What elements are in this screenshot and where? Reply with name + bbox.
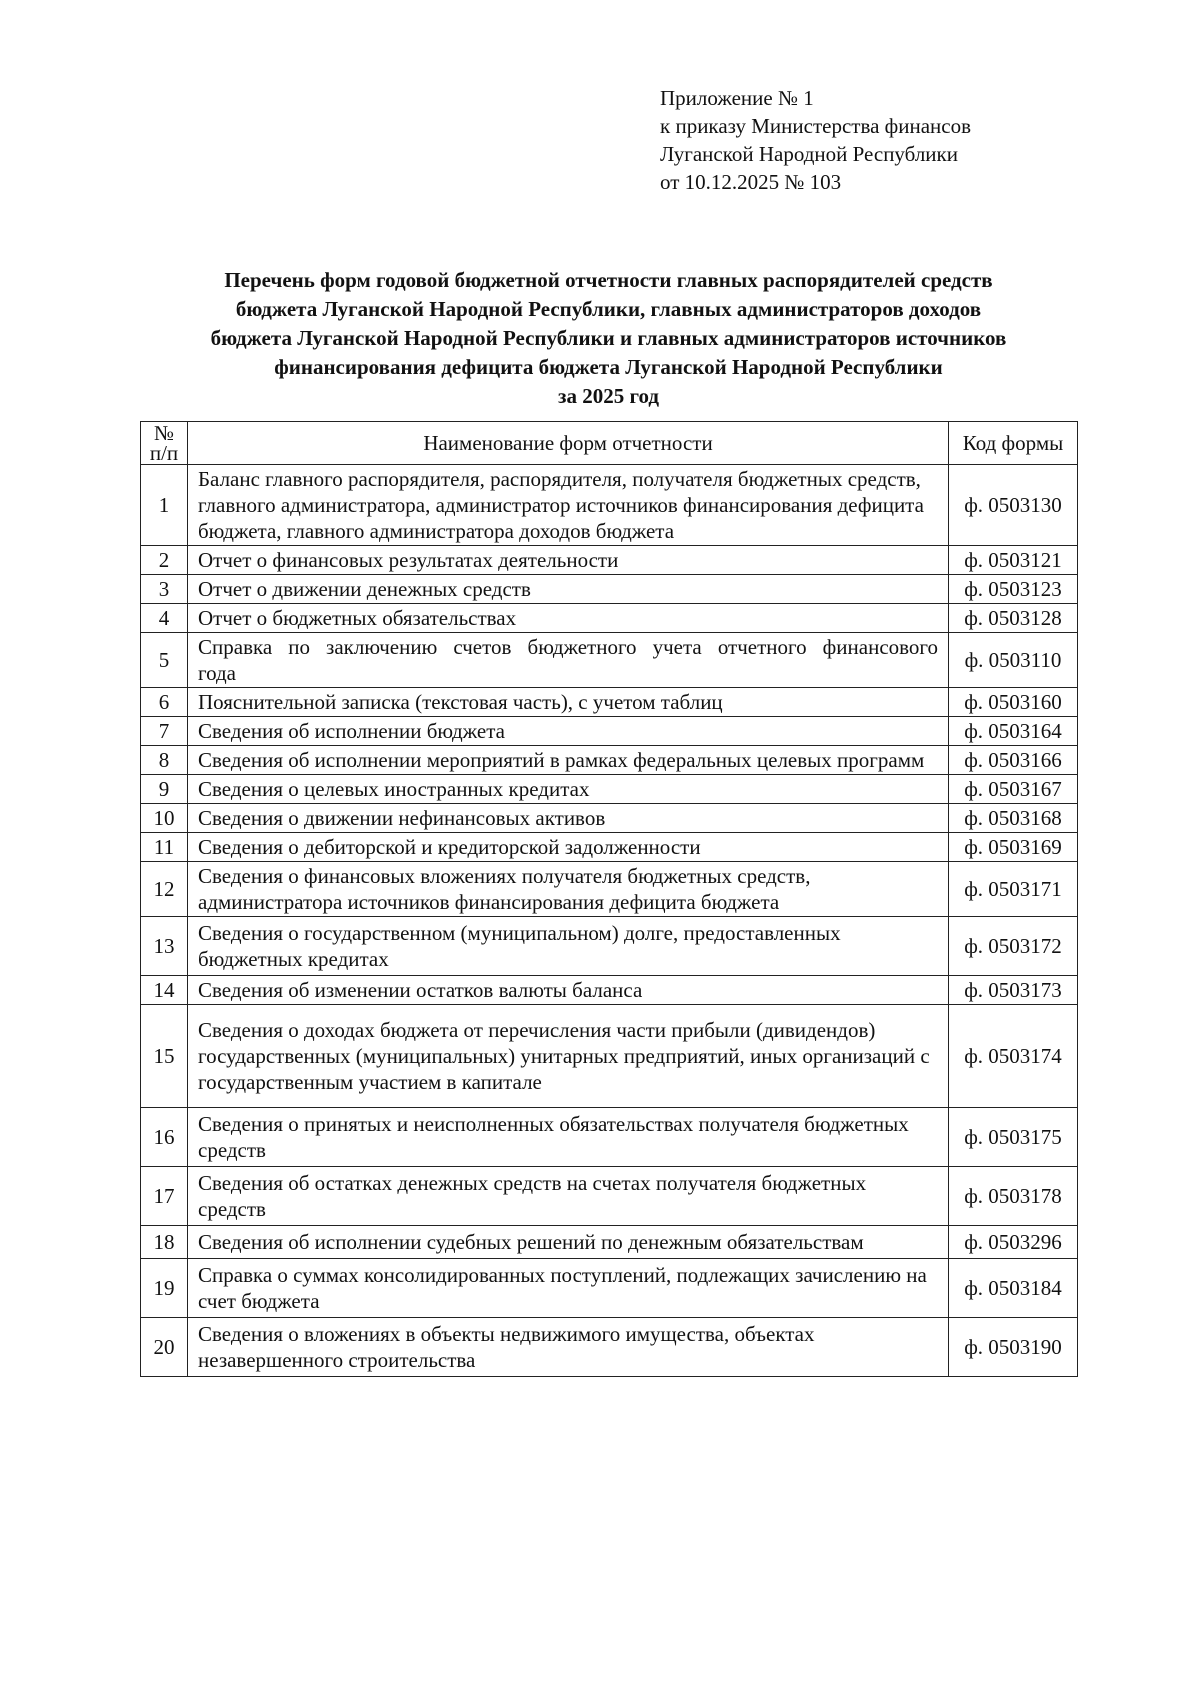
title-line: финансирования дефицита бюджета Луганской Народной Республики — [274, 355, 943, 379]
header-num: № п/п — [141, 422, 188, 465]
row-number: 3 — [141, 575, 188, 604]
form-code: ф. 0503173 — [949, 976, 1078, 1005]
row-number: 8 — [141, 746, 188, 775]
row-number: 20 — [141, 1318, 188, 1377]
form-code: ф. 0503167 — [949, 775, 1078, 804]
form-name: Сведения о государственном (муниципальном) долге, предоставленных бюджетных кредитах — [188, 917, 949, 976]
form-code: ф. 0503123 — [949, 575, 1078, 604]
table-row — [141, 1167, 1078, 1226]
form-code: ф. 0503184 — [949, 1259, 1078, 1318]
form-name: Сведения об исполнении мероприятий в рамках федеральных целевых программ — [188, 746, 949, 775]
form-name: Баланс главного распорядителя, распорядителя, получателя бюджетных средств, главного администратора, администратор источников финансирования дефицита бюджета, главного администратора доходов бюджета — [188, 465, 949, 546]
form-code: ф. 0503128 — [949, 604, 1078, 633]
table-row — [141, 546, 1078, 575]
row-number: 19 — [141, 1259, 188, 1318]
row-number: 5 — [141, 633, 188, 688]
form-name: Сведения о финансовых вложениях получателя бюджетных средств, администратора источников финансирования дефицита бюджета — [188, 862, 949, 917]
table-row — [141, 804, 1078, 833]
form-code: ф. 0503190 — [949, 1318, 1078, 1377]
form-name: Сведения о целевых иностранных кредитах — [188, 775, 949, 804]
form-name: Сведения об исполнении бюджета — [188, 717, 949, 746]
title-line: бюджета Луганской Народной Республики и главных администраторов источников — [210, 326, 1007, 350]
table-row — [141, 688, 1078, 717]
form-name: Сведения об исполнении судебных решений по денежным обязательствам — [188, 1226, 949, 1259]
row-number: 11 — [141, 833, 188, 862]
form-name: Сведения о вложениях в объекты недвижимого имущества, объектах незавершенного строительства — [188, 1318, 949, 1377]
row-number: 18 — [141, 1226, 188, 1259]
table-row — [141, 1005, 1078, 1108]
row-number: 10 — [141, 804, 188, 833]
table-row — [141, 917, 1078, 976]
table-header-row — [141, 422, 1078, 465]
row-number: 15 — [141, 1005, 188, 1108]
table-row — [141, 976, 1078, 1005]
title-line: бюджета Луганской Народной Республики, главных администраторов доходов — [235, 297, 982, 321]
form-name: Сведения об остатках денежных средств на счетах получателя бюджетных средств — [188, 1167, 949, 1226]
table-row — [141, 465, 1078, 546]
row-number: 2 — [141, 546, 188, 575]
form-name: Справка о суммах консолидированных поступлений, подлежащих зачислению на счет бюджета — [188, 1259, 949, 1318]
row-number: 9 — [141, 775, 188, 804]
table-row — [141, 1318, 1078, 1377]
row-number: 14 — [141, 976, 188, 1005]
row-number: 7 — [141, 717, 188, 746]
header-code: Код формы — [949, 422, 1078, 465]
form-name: Сведения об изменении остатков валюты баланса — [188, 976, 949, 1005]
form-name: Отчет о бюджетных обязательствах — [188, 604, 949, 633]
form-code: ф. 0503172 — [949, 917, 1078, 976]
appendix-line: Приложение № 1 — [660, 86, 814, 110]
form-name: Отчет о финансовых результатах деятельности — [188, 546, 949, 575]
row-number: 16 — [141, 1108, 188, 1167]
form-code: ф. 0503175 — [949, 1108, 1078, 1167]
form-code: ф. 0503174 — [949, 1005, 1078, 1108]
table-row — [141, 633, 1078, 688]
form-code: ф. 0503178 — [949, 1167, 1078, 1226]
appendix-line: от 10.12.2025 № 103 — [660, 170, 842, 194]
row-number: 12 — [141, 862, 188, 917]
table-row — [141, 604, 1078, 633]
form-code: ф. 0503166 — [949, 746, 1078, 775]
form-code: ф. 0503171 — [949, 862, 1078, 917]
title-line: Перечень форм годовой бюджетной отчетности главных распорядителей средств — [224, 268, 993, 292]
table-row — [141, 775, 1078, 804]
appendix-header — [660, 84, 971, 196]
header-name: Наименование форм отчетности — [188, 422, 949, 465]
form-name: Сведения о доходах бюджета от перечисления части прибыли (дивидендов) государственных (муниципальных) унитарных предприятий, иных организаций с государственным участием в капитале — [188, 1005, 949, 1108]
row-number: 4 — [141, 604, 188, 633]
table-row — [141, 717, 1078, 746]
row-number: 17 — [141, 1167, 188, 1226]
table-row — [141, 1226, 1078, 1259]
form-code: ф. 0503164 — [949, 717, 1078, 746]
form-name: Справка по заключению счетов бюджетного учета отчетного финансового года — [188, 633, 949, 688]
row-number: 1 — [141, 465, 188, 546]
appendix-line: Луганской Народной Республики — [660, 142, 958, 166]
appendix-line: к приказу Министерства финансов — [660, 114, 972, 138]
form-code: ф. 0503168 — [949, 804, 1078, 833]
table-row — [141, 575, 1078, 604]
form-code: ф. 0503296 — [949, 1226, 1078, 1259]
table-row — [141, 1259, 1078, 1318]
table-row — [141, 746, 1078, 775]
form-code: ф. 0503121 — [949, 546, 1078, 575]
form-code: ф. 0503110 — [949, 633, 1078, 688]
forms-table — [140, 421, 1078, 1377]
table-row — [141, 1108, 1078, 1167]
title-line: за 2025 год — [558, 384, 659, 408]
form-code: ф. 0503169 — [949, 833, 1078, 862]
table-body — [141, 465, 1078, 1377]
form-code: ф. 0503130 — [949, 465, 1078, 546]
form-name: Пояснительной записка (текстовая часть), с учетом таблиц — [188, 688, 949, 717]
form-name: Отчет о движении денежных средств — [188, 575, 949, 604]
form-name: Сведения о движении нефинансовых активов — [188, 804, 949, 833]
table-row — [141, 862, 1078, 917]
form-code: ф. 0503160 — [949, 688, 1078, 717]
document-title — [140, 266, 1077, 411]
form-name: Сведения о дебиторской и кредиторской задолженности — [188, 833, 949, 862]
row-number: 13 — [141, 917, 188, 976]
table-row — [141, 833, 1078, 862]
form-name: Сведения о принятых и неисполненных обязательствах получателя бюджетных средств — [188, 1108, 949, 1167]
row-number: 6 — [141, 688, 188, 717]
